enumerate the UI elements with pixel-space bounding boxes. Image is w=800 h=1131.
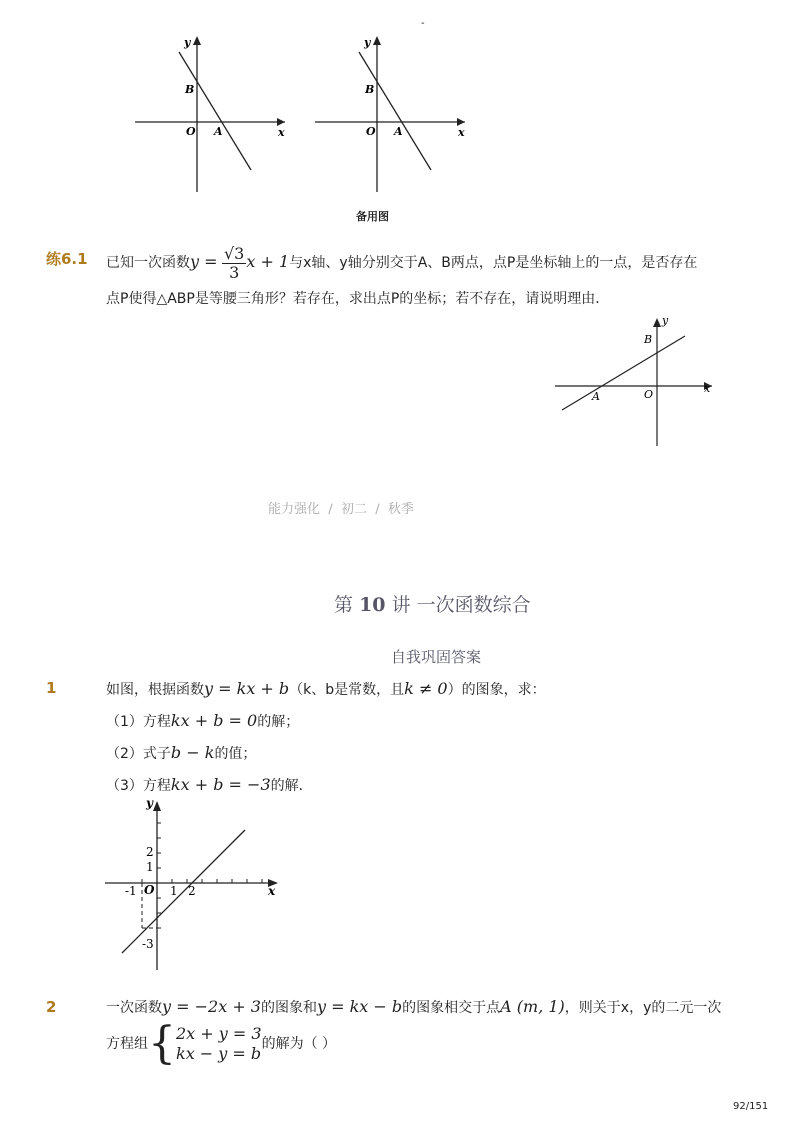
q2-stem-pre: 一次函数 bbox=[106, 1000, 162, 1016]
lecture-title-prefix: 第 bbox=[334, 594, 354, 616]
lecture-number: 10 bbox=[359, 594, 386, 616]
practice-text-pre: 已知一次函数 bbox=[106, 255, 190, 271]
q1-part3 bbox=[106, 775, 313, 796]
page-number: 92/151 bbox=[733, 1101, 769, 1112]
q1-stem-mid: （k、b是常数，且 bbox=[289, 682, 405, 698]
practice-text-post: 与x轴、y轴分别交于A、B两点，点P是坐标轴上的一点，是否存在 bbox=[289, 255, 698, 271]
top-mark: - bbox=[421, 18, 425, 29]
origin-label: O bbox=[186, 125, 196, 138]
y-tick-label-1: 1 bbox=[146, 860, 154, 874]
q1-stem-post: ）的图象，求： bbox=[447, 682, 546, 698]
practice-figure bbox=[550, 310, 720, 450]
x-tick-label-2: 2 bbox=[188, 884, 196, 898]
practice-stem bbox=[106, 242, 697, 283]
point-a-label: A bbox=[592, 390, 600, 403]
q1-stem-pre: 如图，根据函数 bbox=[106, 682, 204, 698]
y-label: y bbox=[146, 796, 153, 810]
q2-stem bbox=[106, 997, 721, 1018]
q1-part1 bbox=[106, 711, 299, 732]
origin-label: O bbox=[366, 125, 376, 138]
origin-label: O bbox=[144, 883, 155, 897]
figure-line-left bbox=[130, 32, 290, 197]
practice-fraction bbox=[222, 245, 246, 282]
q1-part3-pre: （3）方程 bbox=[106, 778, 171, 794]
x-tick-label-minus1: -1 bbox=[125, 884, 137, 898]
fraction-denominator: 3 bbox=[229, 262, 240, 282]
practice-formula-y: y = bbox=[190, 252, 218, 271]
y-axis-arrow bbox=[653, 318, 661, 327]
q2-point: A (m, 1) bbox=[500, 997, 565, 1016]
q1-part2-pre: （2）式子 bbox=[106, 746, 171, 762]
breadcrumb-item: 能力强化 bbox=[268, 502, 321, 517]
x-axis-arrow bbox=[457, 118, 465, 126]
y-label: y bbox=[364, 36, 371, 49]
q2-stem-mid2: 的图象相交于点 bbox=[402, 1000, 501, 1016]
system-brace: { bbox=[148, 1018, 176, 1069]
y-label: y bbox=[662, 314, 669, 327]
section-title: 自我巩固答案 bbox=[391, 648, 482, 666]
line-ab bbox=[562, 336, 685, 410]
practice-line2: 点P使得△ABP是等腰三角形？若存在，求出点P的坐标；若不存在，请说明理由． bbox=[106, 291, 610, 307]
q1-figure bbox=[100, 795, 285, 975]
q2-stem-post: ，则关于x，y的二元一次 bbox=[564, 1000, 722, 1016]
point-a-label: A bbox=[214, 125, 223, 138]
q2-stem-mid1: 的图象和 bbox=[260, 1000, 317, 1016]
point-b-label: B bbox=[644, 333, 653, 346]
line-ab bbox=[179, 52, 251, 170]
origin-label: O bbox=[644, 388, 654, 401]
q2-line2-pre: 方程组 bbox=[106, 1036, 148, 1052]
q1-number: 1 bbox=[46, 679, 57, 697]
q1-stem-condition: k ≠ 0 bbox=[404, 679, 448, 698]
practice-label: 练6.1 bbox=[46, 250, 88, 268]
point-a-label: A bbox=[394, 125, 403, 138]
x-label: x bbox=[278, 126, 285, 139]
breadcrumb-separator: / bbox=[375, 502, 380, 517]
q1-stem-formula: y = kx + b bbox=[204, 679, 290, 698]
breadcrumb-separator: / bbox=[328, 502, 333, 517]
footer-breadcrumb bbox=[268, 500, 414, 520]
q1-part1-formula: kx + b = 0 bbox=[170, 711, 258, 730]
equation-1: 2x + y = 3 bbox=[176, 1024, 262, 1043]
q1-part3-post: 的解． bbox=[270, 778, 313, 794]
breadcrumb-item: 初二 bbox=[340, 502, 367, 517]
y-tick-label-minus3: -3 bbox=[142, 937, 154, 951]
equation-system bbox=[176, 1024, 262, 1064]
y-axis-arrow bbox=[193, 36, 201, 45]
function-line bbox=[122, 830, 245, 953]
point-b-label: B bbox=[185, 83, 195, 96]
y-tick-label-2: 2 bbox=[146, 845, 154, 859]
point-b-label: B bbox=[365, 83, 375, 96]
practice-formula-tail: x + 1 bbox=[246, 252, 290, 271]
q1-part2-formula: b − k bbox=[170, 743, 215, 762]
x-label: x bbox=[268, 884, 276, 898]
q2-line2 bbox=[106, 1018, 337, 1069]
figure-line-right bbox=[310, 32, 470, 197]
q1-part1-post: 的解； bbox=[257, 714, 300, 730]
q1-part3-formula: kx + b = −3 bbox=[170, 775, 271, 794]
q1-part2 bbox=[106, 743, 256, 764]
figure-caption: 备用图 bbox=[356, 210, 389, 223]
q1-part1-pre: （1）方程 bbox=[106, 714, 171, 730]
q2-number: 2 bbox=[46, 998, 57, 1016]
line-ab bbox=[359, 52, 431, 170]
q2-formula-2: y = kx − b bbox=[316, 997, 403, 1016]
y-axis-arrow bbox=[373, 36, 381, 45]
q2-line2-post: 的解为（ ） bbox=[261, 1036, 337, 1052]
breadcrumb-item: 秋季 bbox=[387, 502, 414, 517]
fraction-numerator: √3 bbox=[223, 243, 245, 263]
lecture-title bbox=[334, 590, 531, 617]
x-label: x bbox=[704, 382, 711, 395]
x-axis-arrow bbox=[277, 118, 285, 126]
y-axis-arrow bbox=[153, 801, 161, 811]
q1-stem bbox=[106, 679, 546, 700]
lecture-title-suffix: 讲 一次函数综合 bbox=[391, 594, 531, 616]
q2-formula-1: y = −2x + 3 bbox=[162, 997, 261, 1016]
x-label: x bbox=[458, 126, 465, 139]
equation-2: kx − y = b bbox=[176, 1044, 262, 1063]
q1-part2-post: 的值； bbox=[214, 746, 257, 762]
y-label: y bbox=[184, 36, 191, 49]
x-tick-label-1: 1 bbox=[170, 884, 178, 898]
